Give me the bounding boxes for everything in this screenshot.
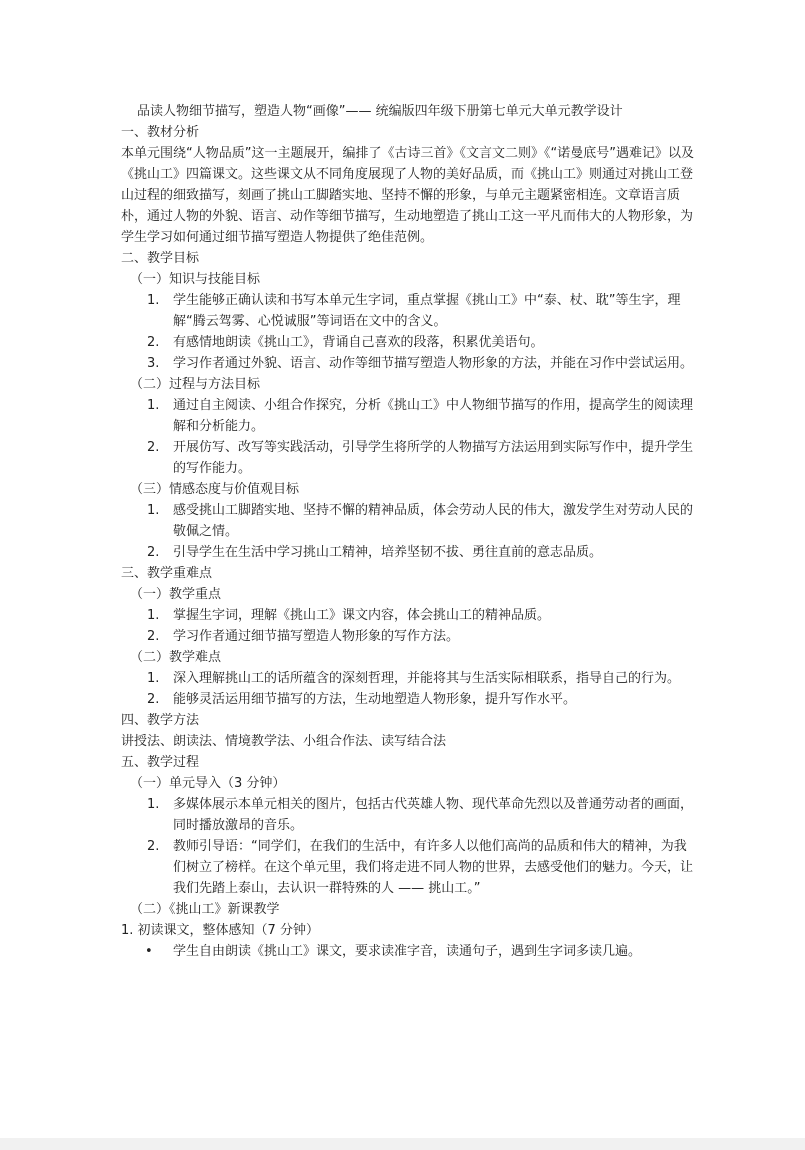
list-text: 引导学生在生活中学习挑山工精神，培养坚韧不拔、勇往直前的意志品质。: [173, 545, 603, 560]
list-item: [121, 794, 696, 836]
subheading-emotional-values: （三）情感态度与价值观目标: [130, 482, 300, 497]
list-item: [121, 605, 696, 626]
list-number: 1.: [147, 398, 160, 413]
section-heading-key-difficult-points: 三、教学重难点: [121, 566, 213, 581]
list-item: [121, 332, 696, 353]
list-number: 2.: [147, 629, 160, 644]
list-text: 学习作者通过外貌、语言、动作等细节描写塑造人物形象的方法，并能在习作中尝试运用。: [173, 356, 694, 371]
list-text: 感受挑山工脚踏实地、坚持不懈的精神品质，体会劳动人民的伟大，激发学生对劳动人民的敬佩之情。: [173, 503, 694, 539]
list-item: [121, 668, 696, 689]
subheading-process-methods: （二）过程与方法目标: [130, 377, 261, 392]
subsubheading-first-reading: 1. 初读课文，整体感知（7 分钟）: [121, 923, 319, 938]
list-item: [121, 941, 696, 962]
document-title: 品读人物细节描写，塑造人物“画像”—— 统编版四年级下册第七单元大单元教学设计: [137, 104, 623, 119]
list-text: 学生自由朗读《挑山工》课文，要求读准字音，读通句子，遇到生字词多读几遍。: [173, 944, 642, 959]
subheading-knowledge-skills: （一）知识与技能目标: [130, 272, 261, 287]
list-number: 2.: [147, 692, 160, 707]
list-number: 3.: [147, 356, 160, 371]
list-number: 1.: [147, 293, 160, 308]
section-heading-teaching-methods: 四、教学方法: [121, 713, 200, 728]
list-text: 有感情地朗读《挑山工》，背诵自己喜欢的段落，积累优美语句。: [173, 335, 544, 350]
list-text: 能够灵活运用细节描写的方法，生动地塑造人物形象，提升写作水平。: [173, 692, 577, 707]
paragraph-teaching-methods: 讲授法、朗读法、情境教学法、小组合作法、读写结合法: [121, 734, 447, 749]
list-number: 2.: [147, 440, 160, 455]
list-number: 1.: [147, 608, 160, 623]
list-text: 掌握生字词，理解《挑山工》课文内容，体会挑山工的精神品质。: [173, 608, 551, 623]
section-heading-teaching-process: 五、教学过程: [121, 755, 200, 770]
list-item: [121, 626, 696, 647]
section-heading-textbook-analysis: 一、教材分析: [121, 125, 200, 140]
list-number: 2.: [147, 335, 160, 350]
list-item: [121, 395, 696, 437]
section-heading-teaching-objectives: 二、教学目标: [121, 251, 200, 266]
list-number: 1.: [147, 503, 160, 518]
list-text: 学生能够正确认读和书写本单元生字词，重点掌握《挑山工》中“泰、杖、耽”等生字，理解“腾云驾雾、心悦诚服”等词语在文中的含义。: [173, 293, 681, 329]
subheading-new-lesson: （二）《挑山工》新课教学: [130, 902, 280, 917]
list-item: [121, 689, 696, 710]
list-text: 教师引导语：“同学们，在我们的生活中，有许多人以他们高尚的品质和伟大的精神，为我们树立了榜样。在这个单元里，我们将走进不同人物的世界，去感受他们的魅力。今天，让我们先踏上泰山，去认识一群特殊的人 —— 挑山工。”: [173, 839, 694, 896]
paragraph-textbook-analysis: 本单元围绕“人物品质”这一主题展开，编排了《古诗三首》《文言文二则》《“诺曼底号”遇难记》以及《挑山工》四篇课文。这些课文从不同角度展现了人物的美好品质，而《挑山工》则通过对挑山工登山过程的细致描写，刻画了挑山工脚踏实地、坚持不懈的形象，与单元主题紧密相连。文章语言质朴，通过人物的外貌、语言、动作等细节描写，生动地塑造了挑山工这一平凡而伟大的人物形象，为学生学习如何通过细节描写塑造人物提供了绝佳范例。: [121, 146, 694, 245]
list-number: 2.: [147, 545, 160, 560]
document-body: [121, 101, 696, 962]
list-text: 开展仿写、改写等实践活动，引导学生将所学的人物描写方法运用到实际写作中，提升学生的写作能力。: [173, 440, 694, 476]
list-item: [121, 437, 696, 479]
list-item: [121, 290, 696, 332]
bullet-icon: •: [145, 944, 153, 959]
list-text: 通过自主阅读、小组合作探究，分析《挑山工》中人物细节描写的作用，提高学生的阅读理解和分析能力。: [173, 398, 694, 434]
subheading-difficult-points: （二）教学难点: [130, 650, 222, 665]
list-item: [121, 836, 696, 899]
list-number: 1.: [147, 797, 160, 812]
list-text: 学习作者通过细节描写塑造人物形象的写作方法。: [173, 629, 460, 644]
list-text: 多媒体展示本单元相关的图片，包括古代英雄人物、现代革命先烈以及普通劳动者的画面，同时播放激昂的音乐。: [173, 797, 694, 833]
list-number: 2.: [147, 839, 160, 854]
subheading-unit-intro: （一）单元导入（3 分钟）: [130, 776, 286, 791]
list-number: 1.: [147, 671, 160, 686]
list-item: [121, 500, 696, 542]
subheading-key-points: （一）教学重点: [130, 587, 222, 602]
list-item: [121, 542, 696, 563]
list-text: 深入理解挑山工的话所蕴含的深刻哲理，并能将其与生活实际相联系，指导自己的行为。: [173, 671, 681, 686]
list-item: [121, 353, 696, 374]
